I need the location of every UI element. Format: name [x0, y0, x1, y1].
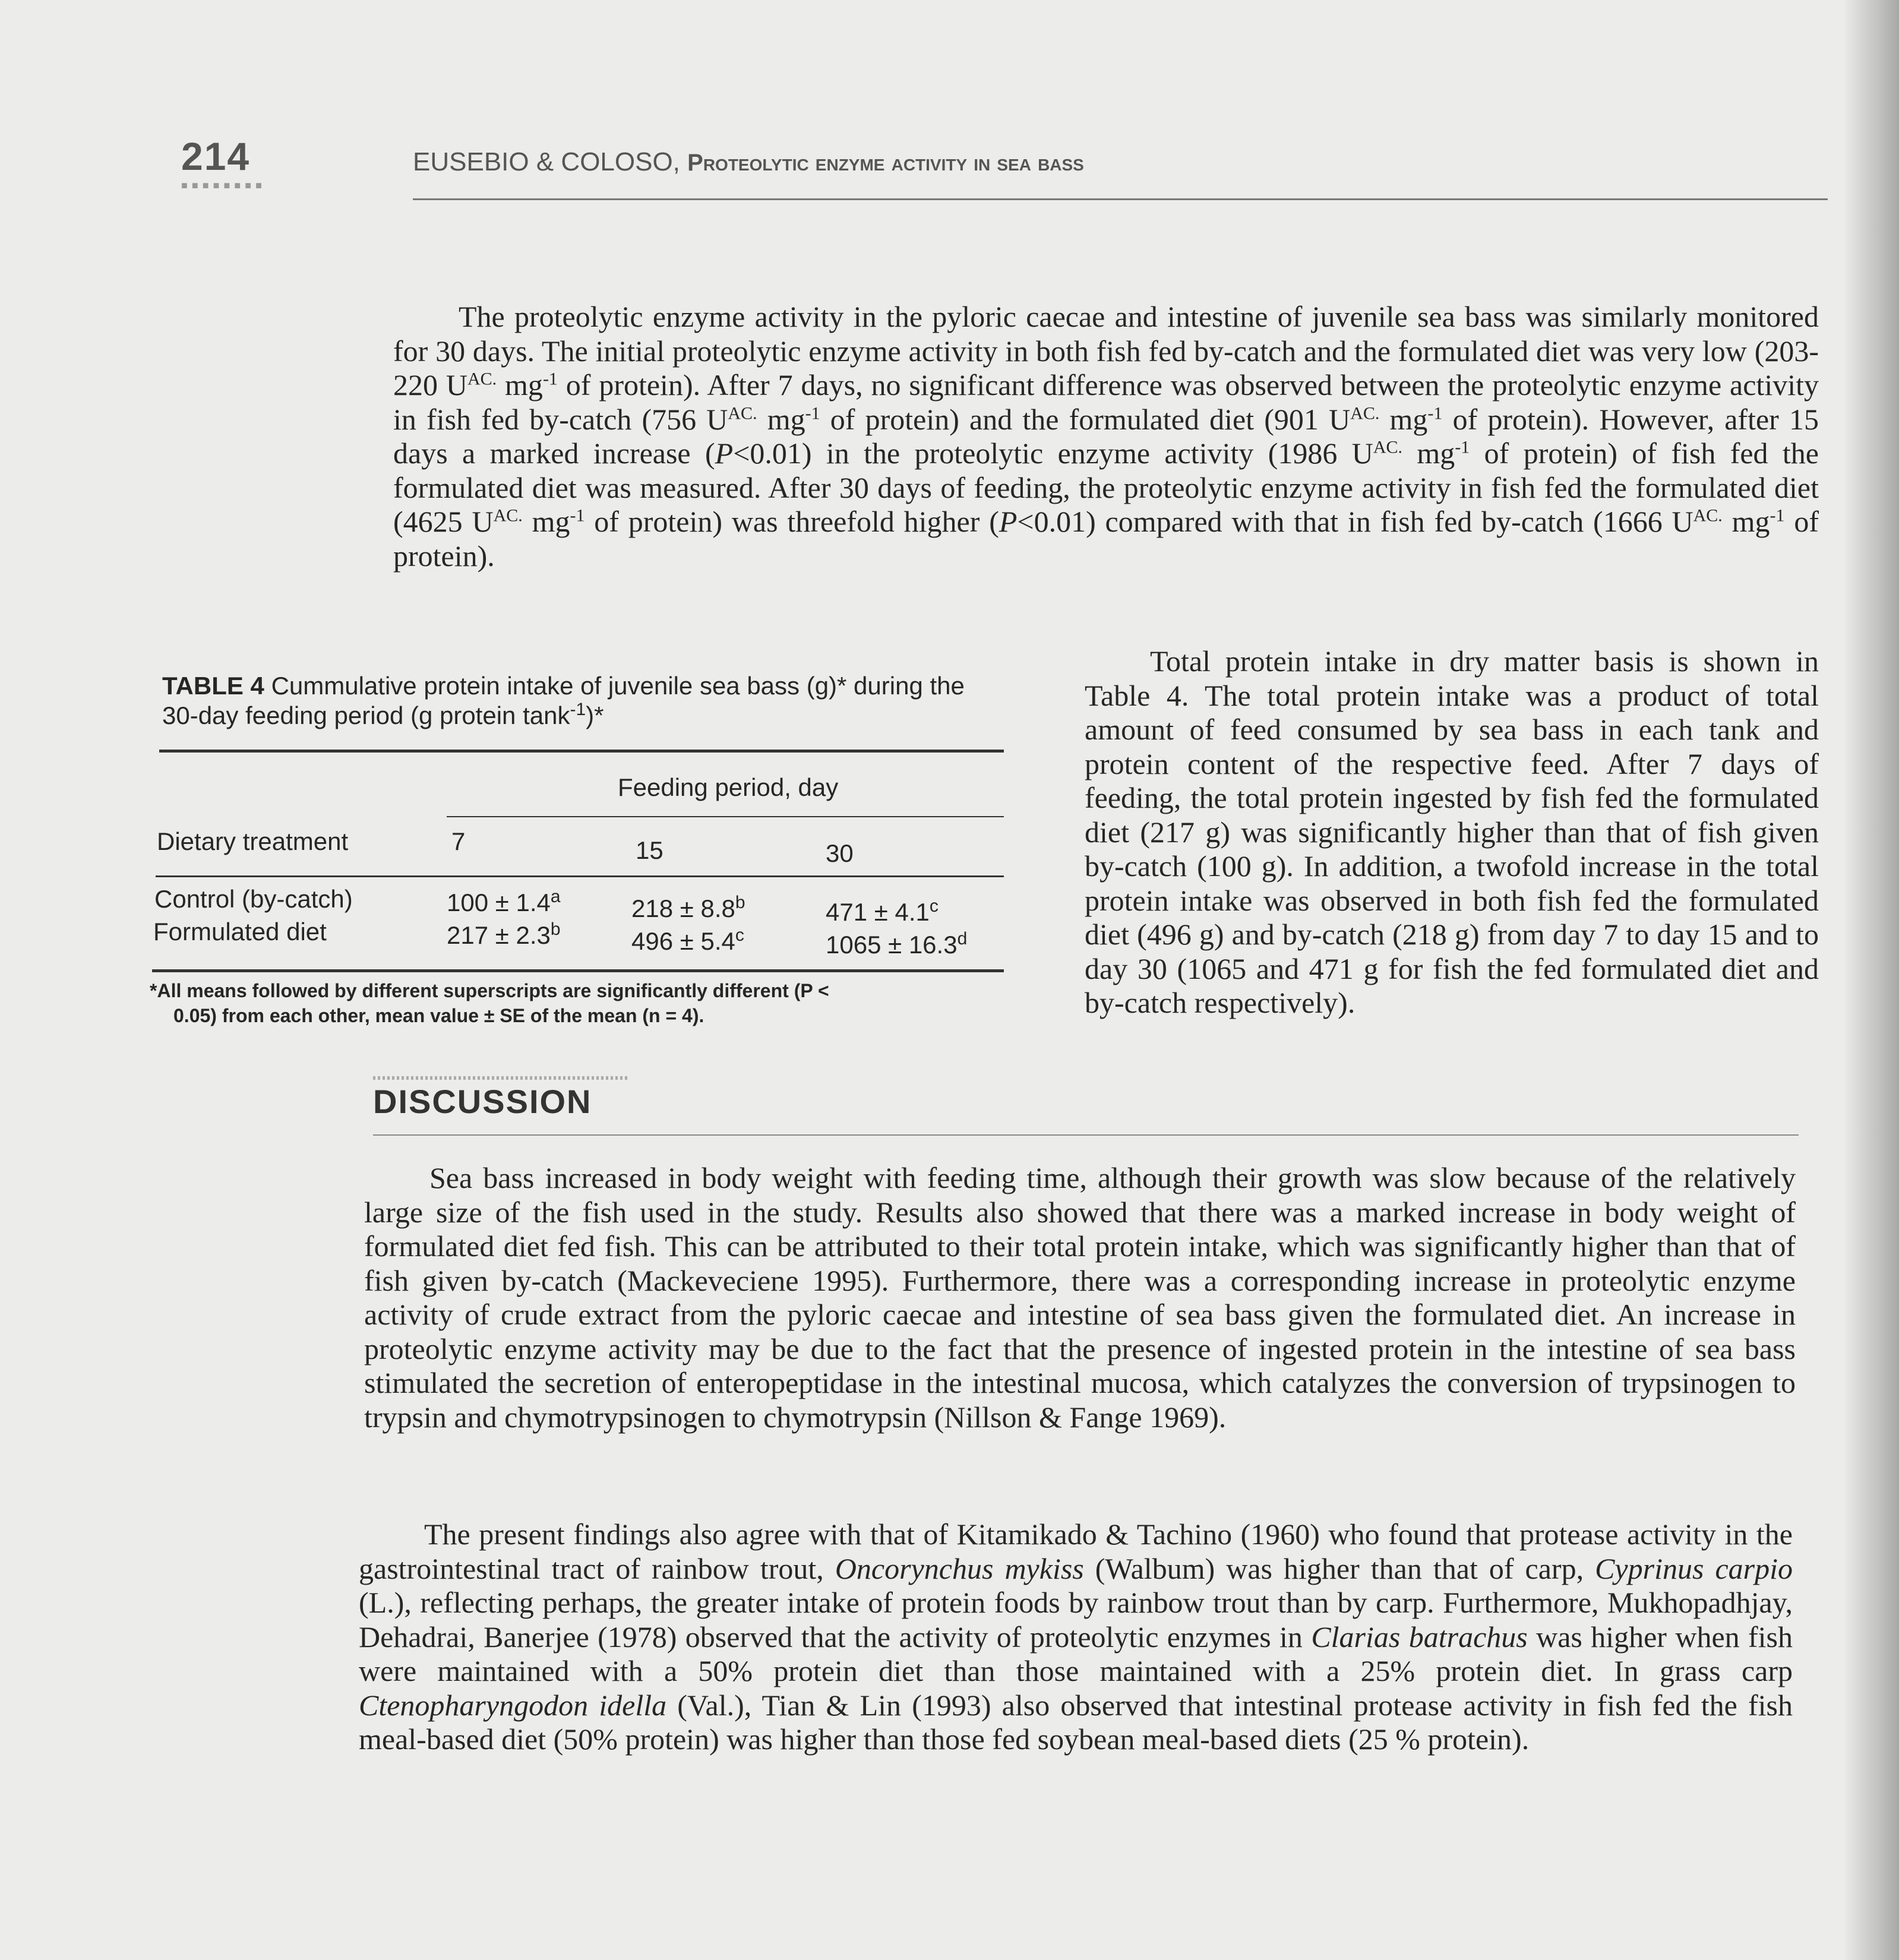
table-row-formulated-day-7: 217 ± 2.3$^b$	[447, 919, 561, 949]
table-footnote-line-1: *All means followed by different superscripts are significantly different (P <	[150, 980, 829, 1001]
table-caption-end: )*	[586, 701, 604, 729]
results-paragraph-1: The proteolytic enzyme activity in the pyloric caecae and intestine of juvenile sea bass was similarly monitored for 30 days. The initial proteolytic enzyme activity in both fish fed by-catch and the formulated diet was very low (203-220 $U^{AC.}$ $mg^{-1}$ of protein). After 7 days, no significant difference was observed between the proteolytic enzyme activity in fish fed by-catch (756 $U^{AC.}$ $mg^{-1}$ of protein) and the formulated diet (901 $U^{AC.}$ $mg^{-1}$ of protein). However, after 15 days a marked increase (P<0.01) in the proteolytic enzyme activity (1986 $U^{AC.}$ $mg^{-1}$ of protein) of fish fed the formulated diet was measured. After 30 days of feeding, the proteolytic enzyme activity in fish fed the formulated diet (4625 $U^{AC.}$ $mg^{-1}$ of protein) was threefold higher (P<0.01) compared with that in fish fed by-catch (1666 $U^{AC.}$ $mg^{-1}$ of protein).	[393, 300, 1819, 573]
table-top-rule	[159, 750, 1004, 753]
page-number: 214	[181, 134, 251, 178]
table-col-day-15: 15	[636, 836, 663, 864]
table-header-rule	[156, 875, 1004, 877]
section-heading-decoration	[373, 1076, 628, 1080]
table-col-day-30: 30	[826, 839, 854, 867]
table-row-formulated-day-15: 496 ± 5.4$^c$	[631, 925, 744, 955]
table-label: TABLE 4	[162, 672, 264, 700]
table-row-control-day-7: 100 ± 1.4$^a$	[447, 887, 561, 916]
page-edge-shadow	[1843, 0, 1899, 1960]
running-head-title: Proteolytic enzyme activity in sea bass	[687, 150, 1084, 176]
header-rule	[413, 198, 1828, 200]
table-footnote-line-2: 0.05) from each other, mean value ± SE of the mean (n = 4).	[173, 1005, 704, 1026]
table-footnote	[150, 978, 1011, 1028]
discussion-paragraph-1: Sea bass increased in body weight with feeding time, although their growth was slow because of the relatively large size of the fish used in the study. Results also showed that there was a marked increase in body weight of formulated diet fed fish. This can be attributed to their total protein intake, which was significantly higher than that of fish given by-catch (Mackeveciene 1995). Furthermore, there was a corresponding increase in proteolytic enzyme activity of crude extract from the pyloric caecae and intestine of sea bass given the formulated diet. An increase in proteolytic enzyme activity may be due to the fact that the presence of ingested protein in the intestine of sea bass stimulated the secretion of enteropeptidase in the intestinal mucosa, which catalyzes the conversion of trypsinogen to trypsin and chymotrypsinogen to chymotrypsin (Nillson & Fange 1969).	[364, 1161, 1796, 1434]
page-number-decoration: ■■■■■■■■	[181, 179, 266, 191]
table-row-control-day-15: 218 ± 8.8$^b$	[631, 893, 745, 922]
discussion-paragraph-2: The present findings also agree with that of Kitamikado & Tachino (1960) who found that protease activity in the gastrointestinal tract of rainbow trout, Oncorynchus mykiss (Walbum) was higher than that of carp, Cyprinus carpio (L.), reflecting perhaps, the greater intake of protein foods by rainbow trout than by carp. Furthermore, Mukhopadhjay, Dehadrai, Banerjee (1978) observed that the activity of proteolytic enzymes in Clarias batrachus was higher when fish were maintained with a 50% protein diet than those maintained with a 25% protein diet. In grass carp Ctenopharyngodon idella (Val.), Tian & Lin (1993) also observed that intestinal protease activity in fish fed the fish meal-based diet (50% protein) was higher than those fed soybean meal-based diets (25 % protein).	[359, 1518, 1793, 1756]
running-head	[413, 147, 1084, 177]
table-row-control-treatment: Control (by-catch)	[154, 885, 353, 913]
table-bottom-rule	[152, 969, 1004, 972]
section-heading-rule	[373, 1134, 1799, 1136]
running-head-authors: EUSEBIO & COLOSO,	[413, 147, 680, 176]
table-spanner-heading: Feeding period, day	[618, 773, 839, 801]
table-col-day-7: 7	[451, 827, 466, 855]
table-row-control-day-30: 471 ± 4.1$^c$	[826, 896, 939, 926]
results-paragraph-2: Total protein intake in dry matter basis is shown in Table 4. The total protein intake was a product of total amount of feed consumed by sea bass in each tank and protein content of the respective feed. After 7 days of feeding, the total protein ingested by fish fed the formulated diet (217 g) was significantly higher than that of fish given by-catch (100 g). In addition, a twofold increase in the total protein intake was observed in both fish fed the formulated diet (496 g) and by-catch (218 g) from day 7 to day 15 and to day 30 (1065 and 471 g for fish the fed formulated diet and by-catch respectively).	[1085, 644, 1819, 1019]
discussion-heading: DISCUSSION	[373, 1083, 592, 1120]
table-caption-sup: -1	[570, 700, 586, 719]
table-col-treatment: Dietary treatment	[157, 827, 349, 855]
table-caption-text: Cummulative protein intake of juvenile sea bass (g)* during the 30-day feeding period (g protein tank	[162, 672, 965, 729]
table-row-formulated-day-30: 1065 ± 16.3$^d$	[826, 929, 968, 959]
table-row-formulated-treatment: Formulated diet	[153, 918, 327, 946]
table-caption	[162, 671, 1006, 731]
table-spanner-rule	[447, 816, 1004, 817]
